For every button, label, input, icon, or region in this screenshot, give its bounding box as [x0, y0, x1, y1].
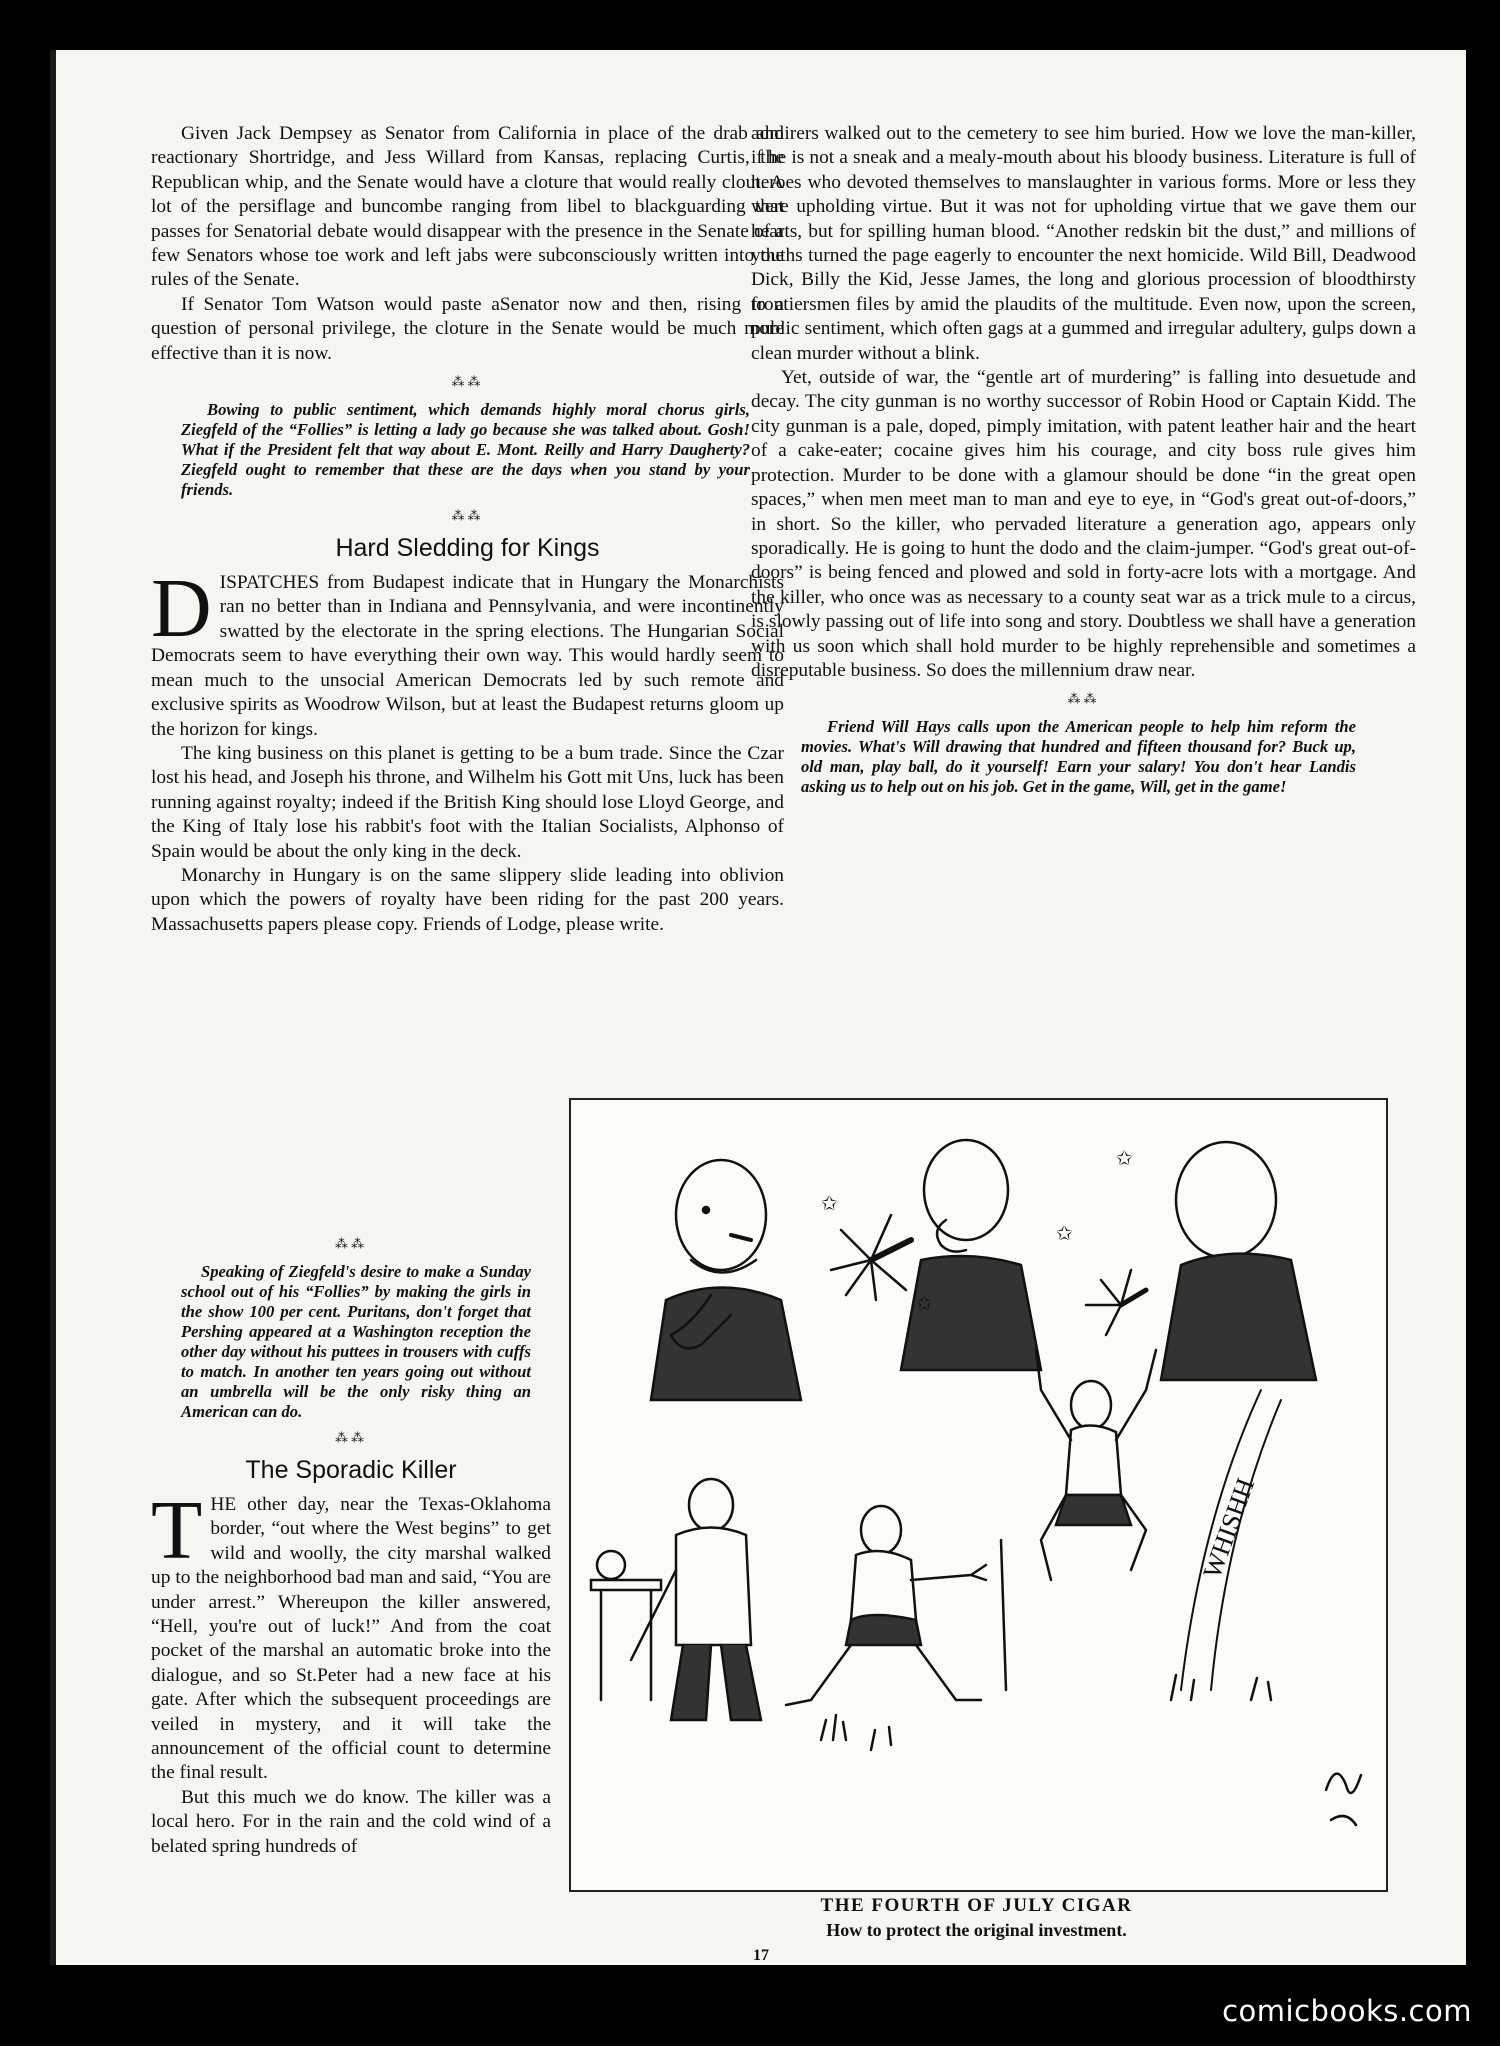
- svg-text:✩: ✩: [1116, 1146, 1133, 1170]
- drop-cap: D: [151, 562, 212, 656]
- italic-note: Speaking of Ziegfeld's desire to make a Sunday school out of his “Follies” by making the girls in the show 100 per cent. Puritans, don't forget that Pershing appeared at a Washington reception the other day without his puttees in trousers with cuffs to match. In another ten years going out without an umbrella will be the only risky thing an American can do.: [181, 1262, 531, 1421]
- headline-sporadic-killer: The Sporadic Killer: [245, 1456, 457, 1484]
- paragraph: Monarchy in Hungary is on the same slippery slide leading into oblivion upon which the powers of royalty have been riding for the past 200 years. Massachusetts papers please copy. Friends of Lodge, please write.: [151, 864, 784, 935]
- paragraph: If Senator Tom Watson would paste aSenator now and then, rising to a question of personal privilege, the cloture in the Senate would be much more effective than it is now.: [151, 293, 784, 364]
- magazine-page: [50, 50, 1466, 1965]
- paragraph: Given Jack Dempsey as Senator from California in place of the drab and reactionary Shortridge, and Jess Willard from Kansas, replacing Curtis, the Republican whip, and the Senate would have a cloture that would really clout. A lot of the persiflage and buncombe ranging from libel to blackguarding that passes for Senatorial debate would disappear with the presence in the Senate of a few Senators whose toe work and left jabs were subconsciously written into the rules of the Senate.: [151, 123, 784, 291]
- headline-hard-sledding: Hard Sledding for Kings: [335, 534, 600, 563]
- watermark: comicbooks.com: [1222, 1994, 1472, 2028]
- svg-text:✩: ✩: [821, 1191, 838, 1215]
- separator-ornament: ⁂⁂: [1067, 692, 1100, 708]
- right-column: [751, 122, 1416, 797]
- left-column: [151, 122, 784, 937]
- cartoon-drawing: [571, 1100, 1386, 1890]
- paragraph: Yet, outside of war, the “gentle art of murdering” is falling into desuetude and decay. The city gunman is no worthy successor of Robin Hood or Captain Kidd. The city gunman is a pale, doped, pimply imitation, with patent leather hair and the heart of a cake-eater; cocaine gives him his courage, and city boss rule gives him protection. Murder to be done with a glamour should be done “in the great open spaces,” when men meet man to man and eye to eye, in “God's great out-of-doors,” in short. So the killer, who pervaded literature a generation ago, appears only sporadically. He is going to hunt the dodo and the claim-jumper. “God's great out-of-doors” is being fenced and plowed and sold in forty-acre lots with a mortgage. And the killer, who once was as necessary to a county seat war as a trick mule to a circus, is slowly passing out of life into song and story. Doubtless we shall have a generation with us soon which shall hold murder to be highly reprehensible and sometimes a disreputable business. So does the millennium draw near.: [751, 367, 1416, 681]
- cartoon-illustration: [569, 1098, 1388, 1892]
- italic-note: Friend Will Hays calls upon the American people to help him reform the movies. What's Will drawing that hundred and fifteen thousand for? Buck up, old man, play ball, do it yourself! Earn your salary! You don't hear Landis asking us to help out on his job. Get in the game, Will, get in the game!: [801, 717, 1356, 797]
- separator-ornament: ⁂⁂: [335, 1237, 367, 1252]
- paragraph: HE other day, near the Texas-Oklahoma border, “out where the West begins” to get wild and woolly, the city marshal walked up to the neighborhood bad man and said, “You are under arrest.” Whereupon the killer answered, “Hell, you're out of luck!” And from the coat pocket of the marshal an automatic broke into the dialogue, and so St.Peter had a new face at his gate. After which the subsequent proceedings are veiled in mystery, and it will take the announcement of the official count to determine the final result.: [151, 1494, 551, 1784]
- paragraph: But this much we do know. The killer was a local hero. For in the rain and the cold wind of a belated spring hundreds of: [151, 1786, 551, 1857]
- separator-ornament: ⁂⁂: [451, 509, 484, 525]
- left-narrow-column: [151, 1228, 551, 1859]
- sound-effect-text: WHISHH: [1197, 1474, 1261, 1583]
- paragraph: The king business on this planet is getting to be a bum trade. Since the Czar lost his head, and Joseph his throne, and Wilhelm his Gott mit Uns, luck has been running against royalty; indeed if the British King should lose Lloyd George, and the King of Italy lose his rabbit's foot with the Italian Socialists, Alphonso of Spain would be about the only king in the deck.: [151, 742, 784, 862]
- paragraph: ISPATCHES from Budapest indicate that in Hungary the Monarchists ran no better than in Indiana and Pennsylvania, and were incontinently swatted by the electorate in the spring elections. The Hungarian Social Democrats seem to have everything their own way. This would hardly seem to mean much to the unsocial American Democrats led by such remote and exclusive spirits as Woodrow Wilson, but at least the Budapest returns gloom up the horizon for kings.: [151, 572, 784, 740]
- paragraph: admirers walked out to the cemetery to see him buried. How we love the man-killer, if he is not a sneak and a mealy-mouth about his bloody business. Literature is full of heroes who devoted themselves to manslaughter in various forms. More or less they were upholding virtue. But it was not for upholding virtue that we gave them our hearts, but for spilling human blood. “Another redskin bit the dust,” and millions of youths turned the page eagerly to encounter the next homicide. Wild Bill, Deadwood Dick, Billy the Kid, Jesse James, the long and glorious procession of bloodthirsty frontiersmen files by amid the plaudits of the multitude. Even now, upon the screen, public sentiment, which often gags at a gummed and irregular adultery, gulps down a clean murder without a blink.: [751, 123, 1416, 364]
- separator-ornament: ⁂⁂: [335, 1431, 367, 1446]
- cartoon-caption: [569, 1895, 1384, 1941]
- svg-text:✩: ✩: [1056, 1221, 1073, 1245]
- page-number: 17: [753, 1947, 769, 1964]
- caption-subtitle: How to protect the original investment.: [826, 1920, 1127, 1940]
- drop-cap: T: [151, 1484, 203, 1577]
- caption-title: THE FOURTH OF JULY CIGAR: [820, 1895, 1133, 1916]
- separator-ornament: ⁂⁂: [451, 375, 484, 391]
- svg-text:✩: ✩: [916, 1291, 933, 1315]
- italic-note: Bowing to public sentiment, which demands highly moral chorus girls, Ziegfeld of the “Follies” is letting a lady go because she was talked about. Gosh! What if the President felt that way about E. Mont. Reilly and Harry Daugherty? Ziegfeld ought to remember that these are the days when you stand by your friends.: [181, 400, 750, 500]
